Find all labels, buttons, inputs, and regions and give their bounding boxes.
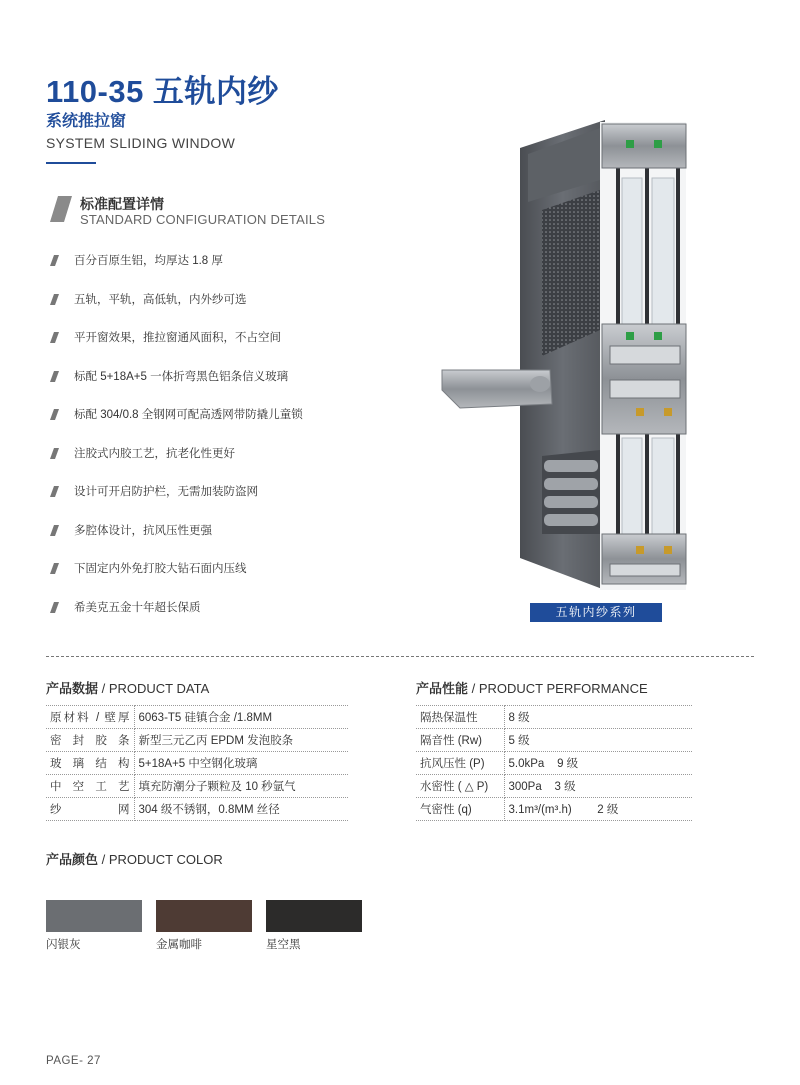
- page-number: PAGE- 27: [46, 1055, 101, 1067]
- product-color-heading-cn: 产品颜色: [46, 852, 99, 867]
- row-value: 5+18A+5 中空钢化玻璃: [134, 752, 348, 775]
- feature-item: [50, 600, 380, 639]
- feature-text: 多腔体设计，抗风压性更强: [74, 524, 212, 537]
- product-color-heading: [46, 849, 223, 868]
- feature-item: [50, 292, 380, 331]
- bullet-icon: [50, 448, 59, 459]
- table-row: [46, 729, 348, 752]
- row-key: 隔音性 (Rw): [416, 729, 504, 752]
- section-marker-icon: [50, 196, 72, 222]
- page-subtitle-cn: 系统推拉窗: [46, 113, 127, 130]
- feature-text: 希美克五金十年超长保质: [74, 601, 201, 614]
- product-data-heading: [46, 678, 209, 697]
- feature-text: 设计可开启防护栏，无需加装防盗网: [74, 486, 258, 498]
- feature-item: [50, 523, 380, 562]
- row-value: 新型三元乙丙 EPDM 发泡胶条: [134, 729, 348, 752]
- row-key: 中空工艺: [46, 775, 134, 798]
- table-row: [46, 775, 348, 798]
- product-color-heading-en: / PRODUCT COLOR: [98, 852, 223, 867]
- product-performance-table: [416, 705, 692, 821]
- standard-config-heading-cn: 标准配置详情: [80, 196, 164, 212]
- feature-text: 标配 5+18A+5 一体折弯黑色铝条信义玻璃: [74, 370, 289, 383]
- feature-text: 平开窗效果，推拉窗通风面积，不占空间: [74, 332, 281, 344]
- row-value: 填充防潮分子颗粒及 10 秒氩气: [134, 775, 348, 798]
- product-performance-heading-en: / PRODUCT PERFORMANCE: [468, 681, 648, 696]
- row-key: 纱网: [46, 798, 134, 821]
- feature-item: [50, 484, 380, 523]
- row-value: 304 级不锈钢，0.8MM 丝径: [134, 798, 348, 821]
- product-data-heading-cn: 产品数据: [46, 681, 99, 696]
- color-swatch-silver-grey: [46, 900, 142, 932]
- row-key: 密封胶条: [46, 729, 134, 752]
- page-title: 110-35 五轨内纱: [46, 74, 279, 109]
- feature-item: [50, 446, 380, 485]
- row-value: 8 级: [504, 706, 692, 729]
- bullet-icon: [50, 332, 59, 343]
- feature-text: 百分百原生铝，均厚达 1.8 厚: [74, 255, 223, 267]
- product-data-table: [46, 705, 348, 821]
- feature-list: [50, 253, 380, 638]
- product-data-heading-en: / PRODUCT DATA: [98, 681, 210, 696]
- row-key: 原材料 / 壁厚: [46, 706, 134, 729]
- color-swatch-starry-black: [266, 900, 362, 932]
- table-row: [416, 752, 692, 775]
- bullet-icon: [50, 409, 59, 420]
- page-subtitle-en: SYSTEM SLIDING WINDOW: [46, 135, 236, 151]
- color-swatch-label: 星空黑: [266, 939, 301, 951]
- section-divider: [46, 656, 754, 657]
- product-performance-heading: [416, 678, 648, 697]
- feature-item: [50, 407, 380, 446]
- window-profile-illustration: [440, 118, 690, 590]
- row-value: 5 级: [504, 729, 692, 752]
- row-key: 玻璃结构: [46, 752, 134, 775]
- row-value: 300Pa 3 级: [504, 775, 692, 798]
- table-row: [46, 752, 348, 775]
- row-key: 水密性 ( △ P): [416, 775, 504, 798]
- feature-item: [50, 561, 380, 600]
- feature-item: [50, 253, 380, 292]
- row-value: 5.0kPa 9 级: [504, 752, 692, 775]
- bullet-icon: [50, 563, 59, 574]
- bullet-icon: [50, 486, 59, 497]
- row-key: 气密性 (q): [416, 798, 504, 821]
- table-row: [416, 729, 692, 752]
- row-value: 6063-T5 硅镇合金 /1.8MM: [134, 706, 348, 729]
- feature-text: 注胶式内胶工艺，抗老化性更好: [74, 447, 235, 460]
- color-swatch-label: 闪银灰: [46, 939, 81, 951]
- bullet-icon: [50, 525, 59, 536]
- table-row: [416, 775, 692, 798]
- table-row: [416, 706, 692, 729]
- feature-text: 标配 304/0.8 全钢网可配高透网带防撬儿童锁: [74, 409, 303, 421]
- feature-item: [50, 369, 380, 408]
- table-row: [46, 706, 348, 729]
- row-value: 3.1m³/(m³.h) 2 级: [504, 798, 692, 821]
- bullet-icon: [50, 255, 59, 266]
- feature-text: 下固定内外免打胶大钻石面内压线: [74, 563, 247, 575]
- feature-text: 五轨，平轨，高低轨，内外纱可选: [74, 293, 247, 306]
- bullet-icon: [50, 371, 59, 382]
- table-row: [46, 798, 348, 821]
- table-row: [416, 798, 692, 821]
- product-performance-heading-cn: 产品性能: [416, 681, 469, 696]
- bullet-icon: [50, 602, 59, 613]
- color-swatch-metal-coffee: [156, 900, 252, 932]
- title-underline: [46, 162, 96, 164]
- feature-item: [50, 330, 380, 369]
- series-label: 五轨内纱系列: [530, 603, 662, 622]
- bullet-icon: [50, 294, 59, 305]
- row-key: 隔热保温性: [416, 706, 504, 729]
- row-key: 抗风压性 (P): [416, 752, 504, 775]
- color-swatch-label: 金属咖啡: [156, 939, 202, 951]
- standard-config-heading-en: STANDARD CONFIGURATION DETAILS: [80, 212, 326, 227]
